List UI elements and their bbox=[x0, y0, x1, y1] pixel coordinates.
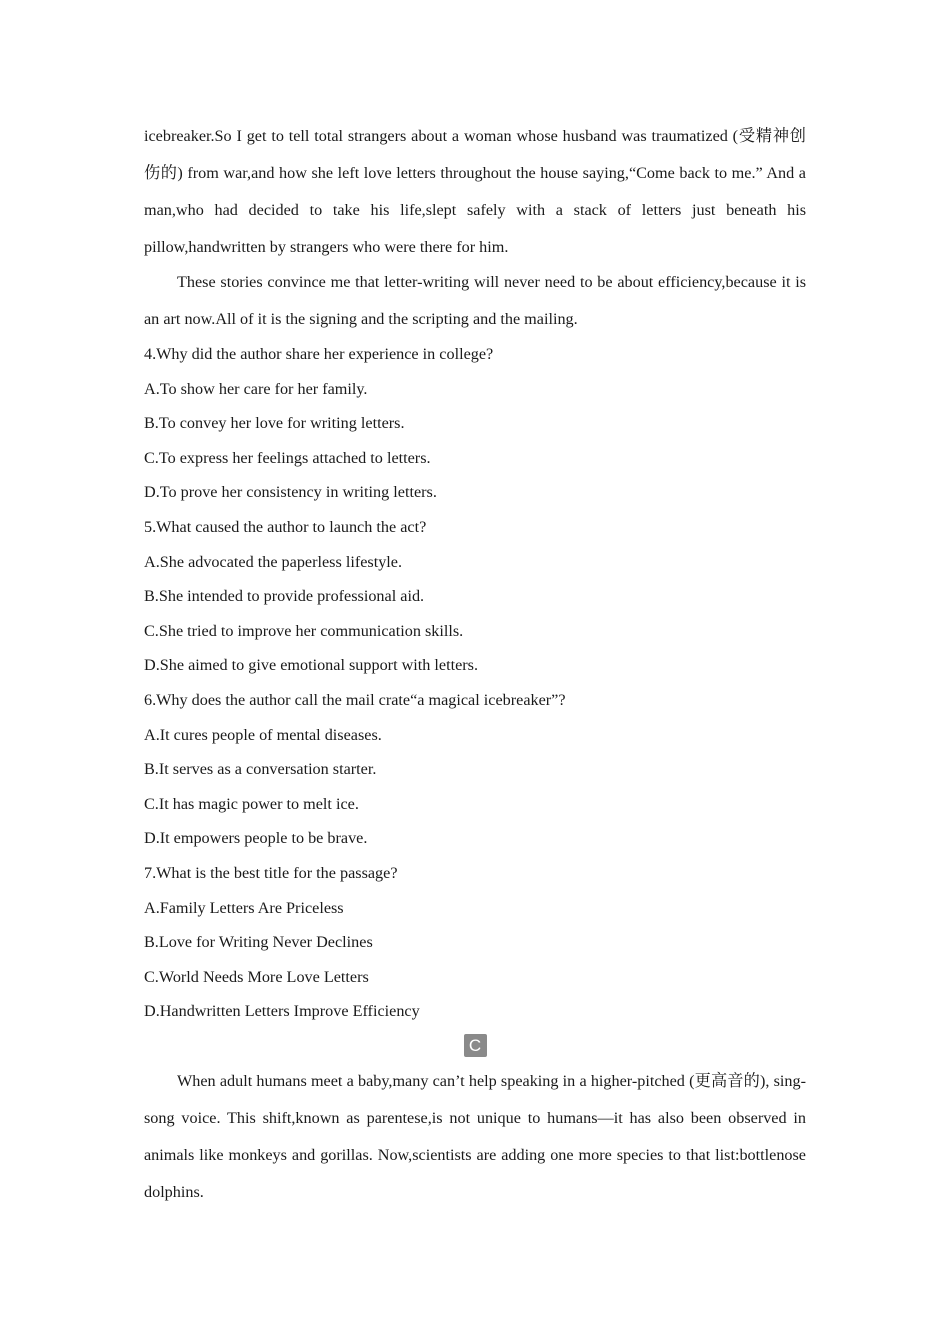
answer-option[interactable]: C.World Needs More Love Letters bbox=[144, 967, 369, 986]
answer-option[interactable]: C.To express her feelings attached to letters. bbox=[144, 448, 431, 467]
answer-option[interactable]: B.It serves as a conversation starter. bbox=[144, 760, 377, 779]
passage-b-paragraph: icebreaker.So I get to tell total strangers about a woman whose husband was traumatized (受精神创伤的) from war,and how she left love letters throughout the house saying,“Come back to me.” And a man,who had decided to take his life,slept safely with a stack of letters just beneath his pillow,handwritten by strangers who were there for him. bbox=[144, 127, 806, 256]
answer-option[interactable]: B.She intended to provide professional aid. bbox=[144, 587, 425, 606]
answer-option[interactable]: D.She aimed to give emotional support with letters. bbox=[144, 656, 479, 675]
question-list bbox=[144, 337, 806, 1029]
question-stem: 6.Why does the author call the mail crate“a magical icebreaker”? bbox=[144, 690, 566, 709]
section-c-badge: C bbox=[464, 1034, 487, 1057]
answer-option[interactable]: A.She advocated the paperless lifestyle. bbox=[144, 552, 403, 571]
page-content bbox=[144, 118, 806, 1211]
answer-option[interactable]: B.To convey her love for writing letters. bbox=[144, 414, 405, 433]
section-heading bbox=[144, 1029, 806, 1063]
answer-option[interactable]: C.She tried to improve her communication skills. bbox=[144, 621, 464, 640]
answer-option[interactable]: D.To prove her consistency in writing letters. bbox=[144, 483, 437, 502]
question-4 bbox=[144, 337, 806, 510]
answer-option[interactable]: A.It cures people of mental diseases. bbox=[144, 725, 382, 744]
question-7 bbox=[144, 856, 806, 1029]
question-5 bbox=[144, 510, 806, 683]
answer-option[interactable]: A.To show her care for her family. bbox=[144, 379, 368, 398]
answer-option[interactable]: D.Handwritten Letters Improve Efficiency bbox=[144, 1002, 420, 1021]
question-stem: 5.What caused the author to launch the act? bbox=[144, 517, 427, 536]
passage-c-paragraph: When adult humans meet a baby,many can’t help speaking in a higher-pitched (更高音的), sing-song voice. This shift,known as parentese,is not unique to humans—it has also been observed in animals like monkeys and gorillas. Now,scientists are adding one more species to that list:bottlenose dolphins. bbox=[144, 1071, 806, 1201]
answer-option[interactable]: B.Love for Writing Never Declines bbox=[144, 933, 373, 952]
answer-option[interactable]: A.Family Letters Are Priceless bbox=[144, 898, 344, 917]
passage-b-paragraph: These stories convince me that letter-writing will never need to be about efficiency,because it is an art now.All of it is the signing and the scripting and the mailing. bbox=[144, 273, 806, 328]
question-stem: 7.What is the best title for the passage? bbox=[144, 863, 398, 882]
question-stem: 4.Why did the author share her experience in college? bbox=[144, 345, 494, 363]
passage-c bbox=[144, 1063, 806, 1211]
answer-option[interactable]: D.It empowers people to be brave. bbox=[144, 829, 368, 848]
answer-option[interactable]: C.It has magic power to melt ice. bbox=[144, 794, 359, 813]
question-6 bbox=[144, 683, 806, 856]
